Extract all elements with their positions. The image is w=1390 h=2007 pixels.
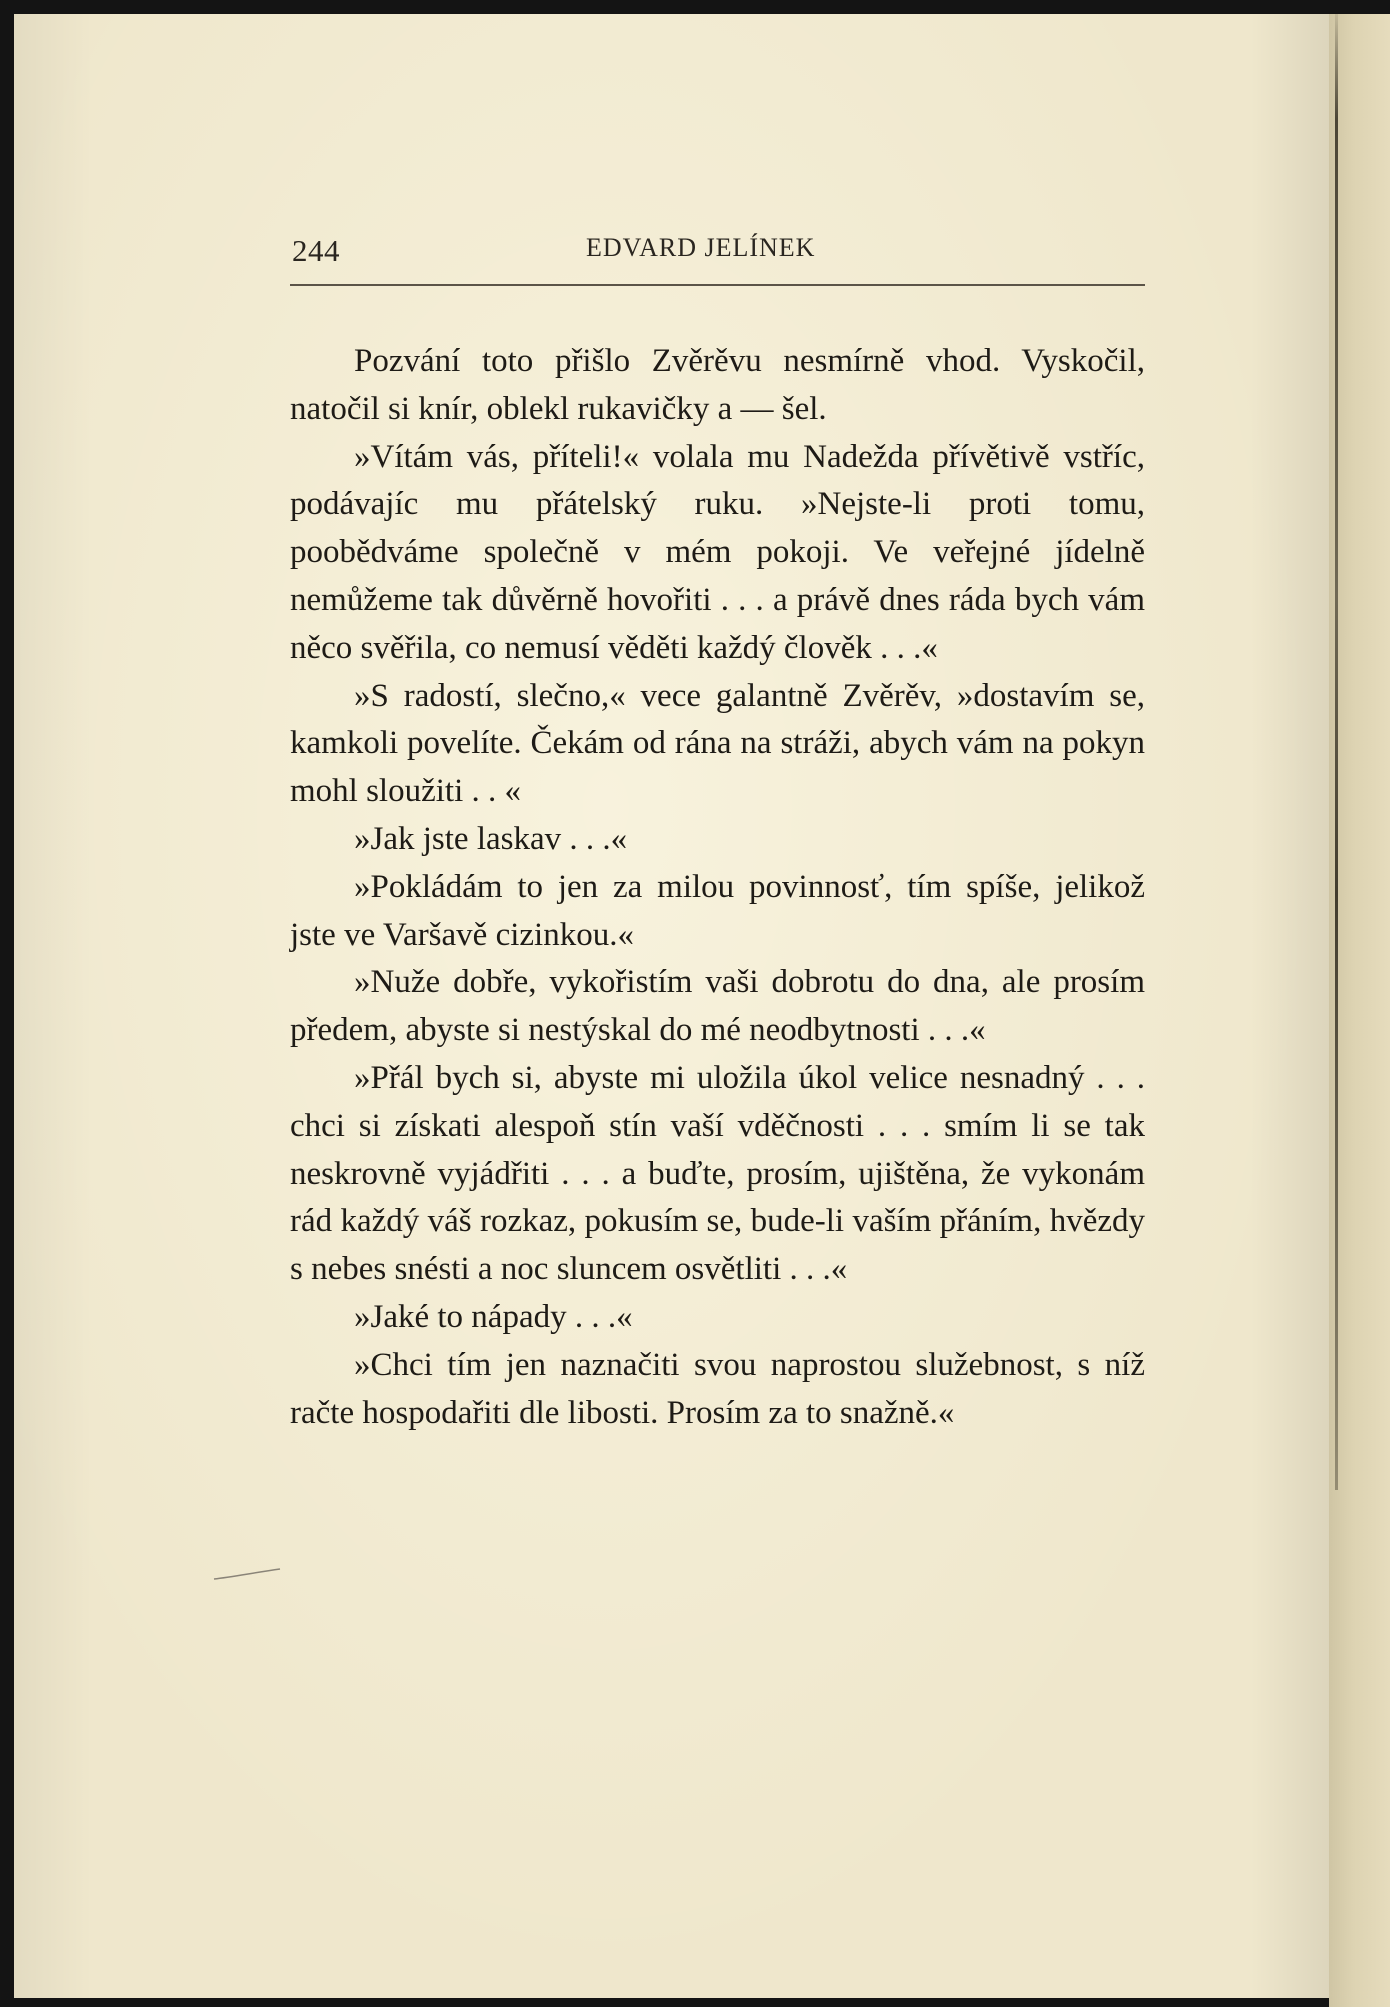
header-rule [290, 284, 1145, 286]
paragraph-4: »Jak jste laskav . . .« [354, 820, 628, 857]
paragraph-8: »Jaké to nápady . . .« [354, 1298, 633, 1335]
paragraph-3: »S radostí, slečno,« vece galantně Zvěrěv, »dostavím se, kamkoli povelíte. Čekám od rána na stráži, abych vám na pokyn mohl sloužiti . . « [290, 677, 1145, 810]
page-header [290, 225, 1145, 269]
paragraph-9: »Chci tím jen naznačiti svou naprostou služebnost, s níž račte hospodařiti dle libosti. Prosím za to snažně.« [290, 1346, 1145, 1431]
page-number: 244 [292, 233, 340, 268]
facing-page-edge [1329, 14, 1390, 2007]
paragraph-6: »Nuže dobře, vykořistím vaši dobrotu do dna, ale prosím předem, abyste si nestýskal do mé neodbytnosti . . .« [290, 964, 1145, 1049]
running-head: EDVARD JELÍNEK [586, 233, 816, 262]
paragraph-1: Pozvání toto přišlo Zvěrěvu nesmírně vhod. Vyskočil, natočil si knír, oblekl rukavičky a — šel. [290, 343, 1145, 427]
page-gutter-shadow [1335, 0, 1338, 1490]
paragraph-5: »Pokládám to jen za milou povinnosť, tím spíše, jelikož jste ve Varšavě cizinkou.« [290, 868, 1145, 953]
paragraph-7: »Přál bych si, abyste mi uložila úkol velice nesnadný . . . chci si získati alespoň stín vaší vděčnosti . . . smím li se tak neskrovně vyjádřiti . . . a buďte, prosím, ujištěna, že vykonám rád každý váš rozkaz, pokusím se, bude-li vaším přáním, hvězdy s nebes snésti a noc sluncem osvětliti . . .« [290, 1059, 1145, 1288]
paragraph-2: »Vítám vás, příteli!« volala mu Nadežda přívětivě vstříc, podávajíc mu přátelský ruku. »Nejste-li proti tomu, poobědváme společně v mém pokoji. Ve veřejné jídelně nemůžeme tak důvěrně hovořiti . . . a právě dnes ráda bych vám něco svěřila, co nemusí věděti každý člověk . . .« [290, 438, 1145, 666]
body-text [290, 338, 1145, 1437]
pencil-margin-mark [212, 1565, 282, 1585]
